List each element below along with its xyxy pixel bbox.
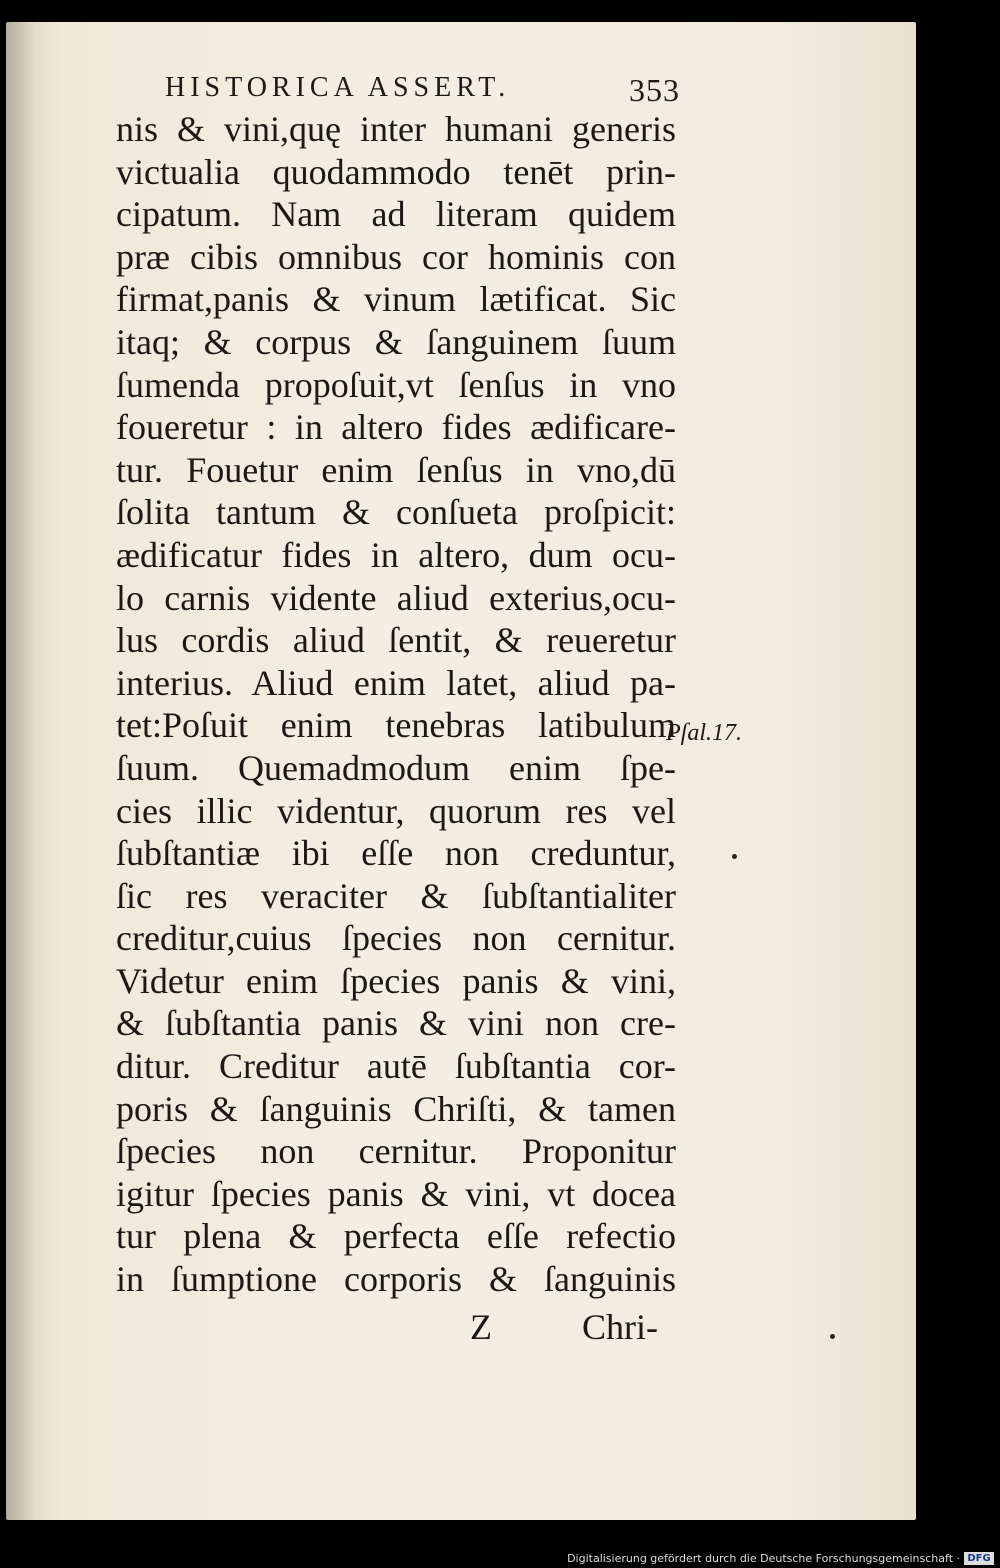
text-line: ditur. Creditur autē ſubſtantia cor- (116, 1046, 676, 1087)
text-line: nis & vini,quę inter humani generis (116, 109, 676, 149)
text-line: ſpecies non cernitur. Proponitur (116, 1131, 676, 1172)
text-line: tet:Poſuit enim tenebras latibulum (116, 705, 676, 746)
text-line: ſuum. Quemadmodum enim ſpe- (116, 747, 676, 788)
text-line: ædificatur fides in altero, dum ocu- (116, 534, 676, 575)
ink-speck (830, 1334, 835, 1339)
text-line: lus cordis aliud ſentit, & reueretur (116, 620, 676, 661)
running-title: HISTORICA ASSERT. (165, 72, 511, 103)
text-line: tur plena & perfecta eſſe refectio (116, 1216, 676, 1257)
text-line: itaq; & corpus & ſanguinem ſuum (116, 321, 676, 362)
margin-note: Pſal.17. (666, 720, 742, 746)
text-line: lo carnis vidente aliud exterius,ocu- (116, 577, 676, 618)
text-line: ſolita tantum & conſueta proſpicit: (116, 492, 676, 533)
text-line: & ſubſtantia panis & vini non cre- (116, 1003, 676, 1044)
text-line: cies illic videntur, quorum res vel (116, 790, 676, 831)
text-line: creditur,cuius ſpecies non cernitur. (116, 918, 676, 959)
page-header (120, 70, 680, 110)
text-line: igitur ſpecies panis & vini, vt docea (116, 1173, 676, 1214)
text-line: in ſumptione corporis & ſanguinis (116, 1259, 676, 1300)
text-line: foueretur : in altero fides ædificare- (116, 407, 676, 448)
body-text (116, 108, 676, 1301)
signature-mark: Z (470, 1307, 492, 1347)
folio-number: 353 (629, 72, 680, 108)
catchword: Chri- (582, 1307, 658, 1347)
text-line: ſubſtantiæ ibi eſſe non creduntur, (116, 833, 676, 874)
text-line: firmat,panis & vinum lætificat. Sic (116, 279, 676, 320)
text-line: poris & ſanguinis Chriſti, & tamen (116, 1088, 676, 1129)
text-line: præ cibis omnibus cor hominis con (116, 236, 676, 277)
text-line: interius. Aliud enim latet, aliud pa- (116, 662, 676, 703)
dfg-logo-icon: DFG (964, 1552, 994, 1565)
ink-speck (732, 854, 737, 859)
text-line: victualia quodammodo tenēt prin- (116, 151, 676, 192)
footer-credit: Digitalisierung gefördert durch die Deutsche Forschungsgemeinschaft · (567, 1552, 960, 1565)
text-line: cipatum. Nam ad literam quidem (116, 194, 676, 235)
gutter-shadow (6, 22, 36, 1520)
text-line: ſumenda propoſuit,vt ſenſus in vno (116, 364, 676, 405)
text-line: tur. Fouetur enim ſenſus in vno,dū (116, 449, 676, 490)
text-line: ſic res veraciter & ſubſtantialiter (116, 875, 676, 916)
text-line: Videtur enim ſpecies panis & vini, (116, 960, 676, 1001)
